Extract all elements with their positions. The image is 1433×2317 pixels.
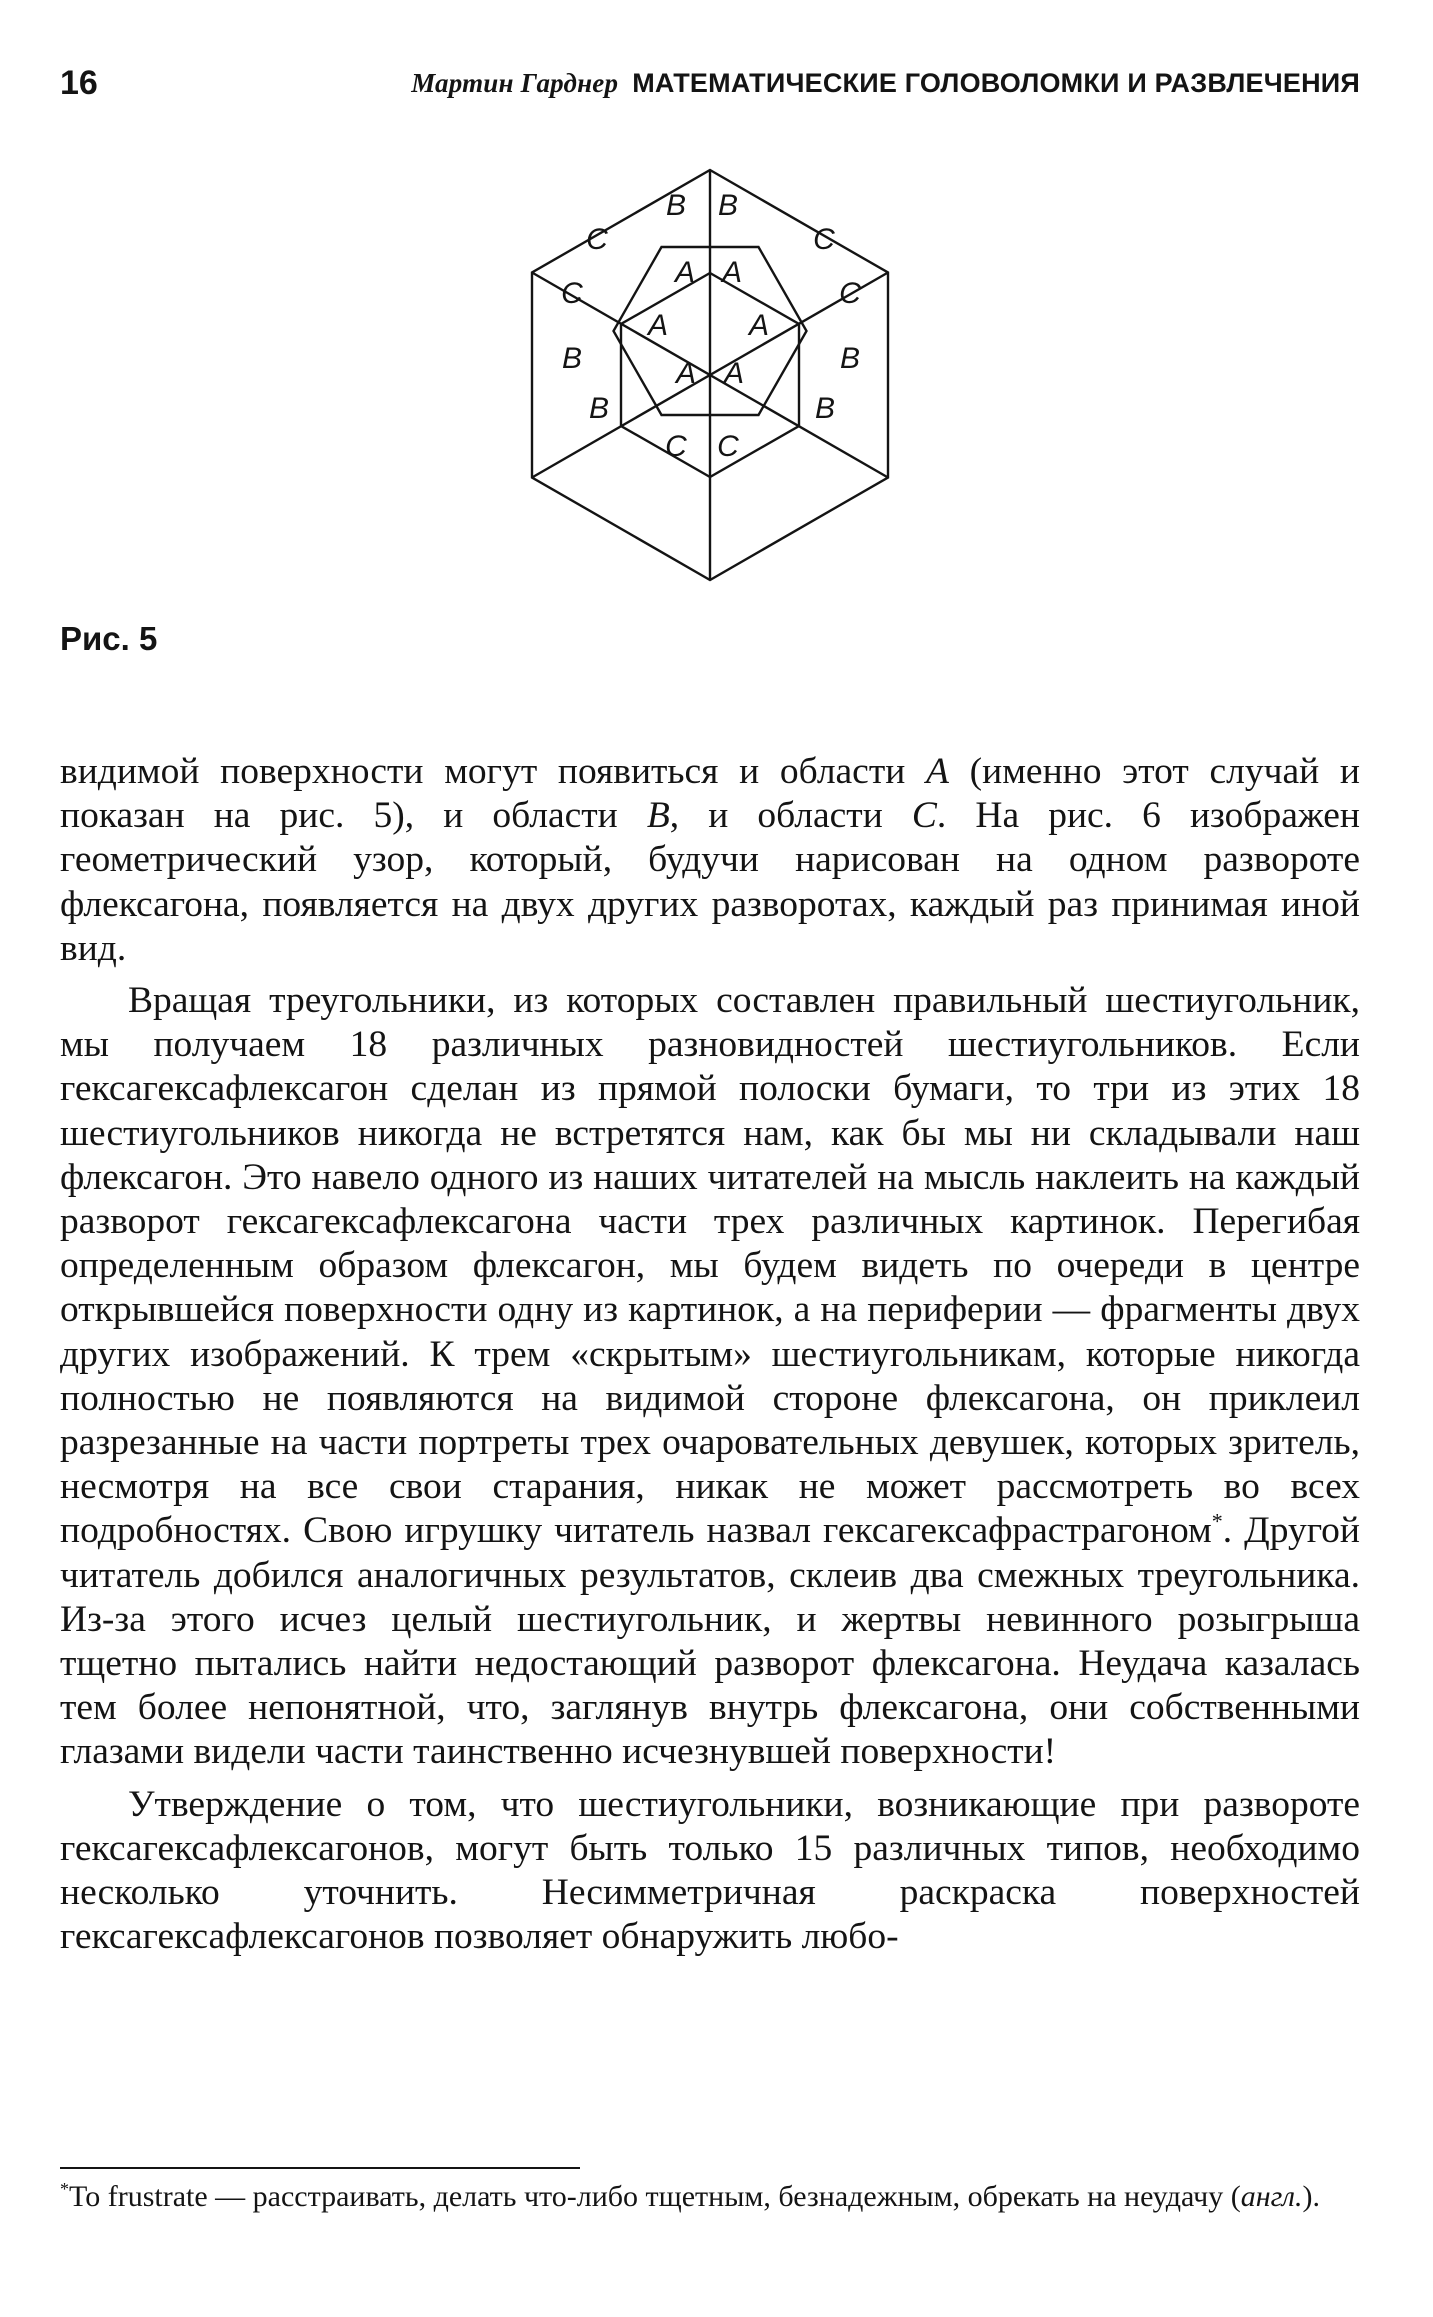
figure-label: C xyxy=(665,430,687,463)
text-run: . Другой читатель добился аналогичных результатов, склеив два смежных треугольника. Из-за этого исчез целый шестиугольник, и жертвы невинного розыгрыша тщетно пытались найти недостающий разворот флексагона. Неудача казалась тем более непонятной, что, заглянув внутрь флексагона, они собственными глазами видели части таинственно исчезнувшей поверхности! xyxy=(60,1510,1360,1773)
running-head xyxy=(411,68,1360,99)
variable-c: C xyxy=(911,795,937,837)
figure-label: C xyxy=(839,277,861,310)
figure-label: A xyxy=(748,309,770,342)
text-run: видимой поверхности могут появиться и области xyxy=(60,751,926,792)
figure-label: A xyxy=(721,256,743,289)
figure-label: B xyxy=(665,189,687,222)
page-number: 16 xyxy=(60,64,98,102)
paragraph xyxy=(60,979,1360,1775)
footnote xyxy=(60,2178,1360,2215)
figure-label: C xyxy=(586,223,608,256)
figure-label: C xyxy=(561,277,583,310)
figure-label: B xyxy=(561,342,583,375)
text-run: , и области xyxy=(669,795,912,837)
running-head-author: Мартин Гарднер xyxy=(411,68,619,98)
figure-label: A xyxy=(723,357,745,390)
footnote-text: To frustrate — расстраивать, делать что-либо тщетным, безнадежным, обрекать на неудачу ( xyxy=(69,2180,1241,2213)
figure-label: A xyxy=(674,256,696,289)
body-text xyxy=(60,750,1360,1967)
figure-label: B xyxy=(814,392,836,425)
figure-label: B xyxy=(717,189,739,222)
figure-label: B xyxy=(588,392,610,425)
paragraph xyxy=(60,750,1360,971)
variable-b: B xyxy=(646,795,670,837)
figure-caption: Рис. 5 xyxy=(60,620,158,657)
footnote-marker: * xyxy=(60,2179,69,2199)
figure-label: A xyxy=(675,357,697,390)
footnote-text: ). xyxy=(1302,2180,1321,2213)
figure-label: B xyxy=(839,342,861,375)
running-head-title: МАТЕМАТИЧЕСКИЕ ГОЛОВОЛОМКИ И РАЗВЛЕЧЕНИЯ xyxy=(632,68,1360,98)
figure-label: C xyxy=(813,223,835,256)
page-header xyxy=(60,64,1360,124)
text-run: . На рис. 6 изображен геометрический узор, который, будучи нарисован на одном развороте флексагона, появляется на двух других разворотах, каждый раз принимая иной вид. xyxy=(60,795,1360,969)
footnote-marker: * xyxy=(1211,1508,1223,1534)
footnote-lang: англ. xyxy=(1240,2180,1303,2213)
text-run: (именно этот случай и показан на рис. 5), и области xyxy=(60,751,1360,837)
text-run: Вращая треугольники, из которых составлен правильный шестиугольник, мы получаем 18 различных разновидностей шестиугольников. Если гексагексафлексагон сделан из прямой полоски бумаги, то три из этих 18 шестиугольников никогда не встретятся нам, как бы мы ни складывали наш флексагон. Это навело одного из наших читателей на мысль наклеить на каждый разворот гексагексафлексагона части трех различных картинок. Перегибая определенным образом флексагон, мы будем видеть по очереди в центре открывшейся поверхности одну из картинок, а на периферии — фрагменты двух других изображений. К трем «скрытым» шестиугольникам, которые никогда полностью не появляются на видимой стороне флексагона, он приклеил разрезанные на части портреты трех очаровательных девушек, которых зритель, несмотря на все свои старания, никак не может рассмотреть во всех подробностях. Свою игрушку читатель назвал гексагексафрастрагоном xyxy=(60,980,1360,1552)
footnote-divider xyxy=(60,2167,580,2169)
variable-a: A xyxy=(926,751,949,792)
hexaflexagon-figure xyxy=(500,165,920,605)
figure-label: C xyxy=(717,430,739,463)
paragraph: Утверждение о том, что шестиугольники, возникающие при развороте гексагексафлексагонов, могут быть только 15 различных типов, необходимо несколько уточнить. Несимметричная раскраска поверхностей гексагексафлексагонов позволяет обнаружить любо- xyxy=(60,1783,1360,1958)
hexagon-diagram xyxy=(500,165,920,605)
figure-label: A xyxy=(647,309,669,342)
